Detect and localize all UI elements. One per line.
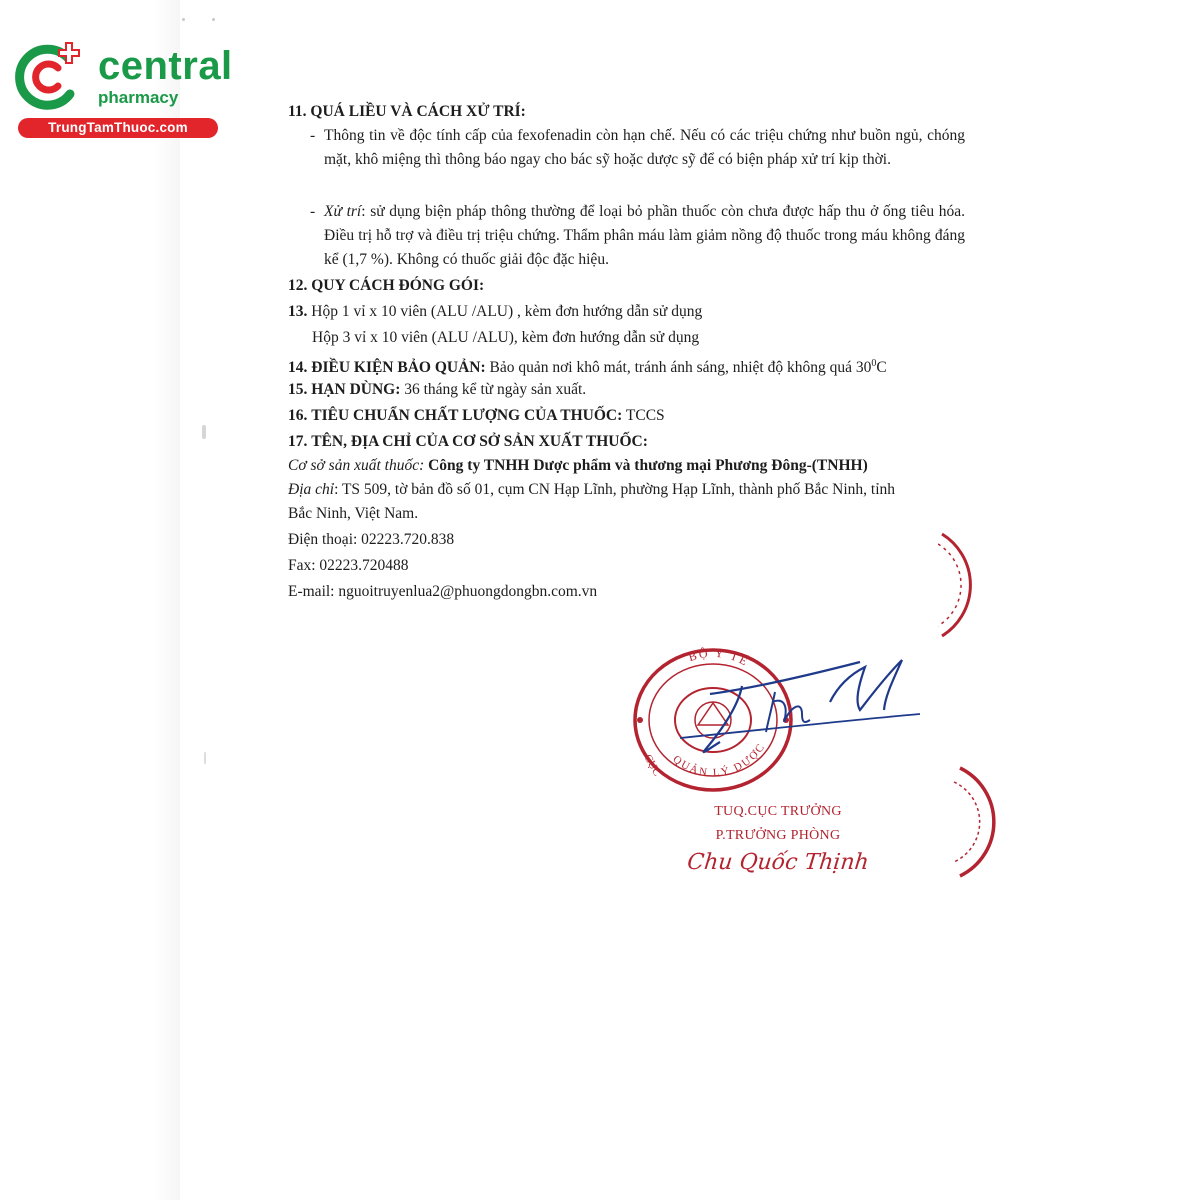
section-number: 14. — [288, 359, 308, 377]
address-line-1 — [288, 478, 895, 502]
section-title: ĐIỀU KIỆN BẢO QUẢN: — [311, 359, 486, 377]
partial-stamp-top-edge — [938, 530, 978, 640]
logo-subtitle: pharmacy — [98, 88, 179, 107]
treatment-text: : sử dụng biện pháp thông thường để loại bỏ phần thuốc còn chưa được hấp thu ở ống tiêu hóa. Điều trị hỗ trợ và điều trị triệu chứng. Thẩm phân máu làm giảm nồng độ thuốc trong máu không đáng kể (1,7 %). Không có thuốc giải độc đặc hiệu. — [324, 203, 965, 268]
scan-speck — [182, 18, 185, 21]
section-13-line-2 — [312, 326, 699, 350]
stamp-top-text: BỘ Y TẾ — [686, 645, 752, 670]
section-number: 13. — [288, 303, 308, 320]
section-14 — [288, 352, 887, 380]
facility-line — [288, 454, 868, 478]
signatory-title-1: TUQ.CỤC TRƯỞNG — [714, 804, 842, 819]
central-pharmacy-logo[interactable] — [10, 36, 233, 136]
scan-margin — [0, 0, 180, 1200]
section-number: 17. — [288, 433, 308, 450]
address-text: : TS 509, tờ bản đồ số 01, cụm CN Hạp Lĩnh, phường Hạp Lĩnh, thành phố Bắc Ninh, tỉnh — [334, 481, 895, 498]
section-11-heading — [288, 100, 526, 124]
stamp-left-text: CỤC — [641, 752, 664, 779]
facility-label: Cơ sở sản xuất thuốc: — [288, 457, 425, 474]
handwritten-signature — [680, 652, 930, 762]
section-16 — [288, 404, 665, 428]
treatment-bullet — [310, 200, 965, 272]
signatory-name: Chu Quốc Thịnh — [686, 850, 871, 875]
scan-speck — [204, 752, 206, 764]
bullet-dash: - — [310, 127, 316, 144]
phone-line: Điện thoại: 02223.720.838 — [288, 531, 455, 548]
email-line: E-mail: nguoitruyenlua2@phuongdongbn.com.vn — [288, 583, 598, 600]
packaging-line-1: Hộp 1 vỉ x 10 viên (ALU /ALU) , kèm đơn hướng dẫn sử dụng — [311, 303, 703, 320]
section-title: QUÁ LIỀU VÀ CÁCH XỬ TRÍ: — [310, 103, 526, 120]
overdose-info-bullet — [310, 124, 965, 172]
section-title: TIÊU CHUẨN CHẤT LƯỢNG CỦA THUỐC: — [311, 407, 623, 424]
standard-text: TCCS — [622, 407, 665, 424]
section-17-heading — [288, 430, 648, 454]
address-label: Địa chỉ — [288, 481, 335, 498]
logo-name: central — [98, 44, 233, 88]
signatory-title-2: P.TRƯỞNG PHÒNG — [715, 828, 841, 843]
logo-website[interactable]: TrungTamThuoc.com — [18, 118, 218, 138]
treatment-label: Xử trí — [324, 203, 362, 220]
storage-text: Bảo quản nơi khô mát, tránh ánh sáng, nhiệt độ không quá 30 — [485, 359, 872, 377]
packaging-line-2: Hộp 3 vỉ x 10 viên (ALU /ALU), kèm đơn hướng dẫn sử dụng — [312, 329, 700, 346]
scan-speck — [202, 425, 206, 439]
logo-mark-icon — [10, 36, 90, 116]
shelf-life-text: 36 tháng kể từ ngày sản xuất. — [400, 381, 587, 398]
section-number: 16. — [288, 407, 308, 424]
degree-unit: C — [876, 359, 887, 377]
stamp-bottom-text: QUẢN LÝ DƯỢC — [670, 740, 768, 780]
section-title: TÊN, ĐỊA CHỈ CỦA CƠ SỞ SẢN XUẤT THUỐC: — [311, 433, 648, 450]
bullet-text: Thông tin về độc tính cấp của fexofenadin còn hạn chế. Nếu có các triệu chứng như buồn ngủ, chóng mặt, khô miệng thì thông báo ngay cho bác sỹ hoặc dược sỹ để có biện pháp xử trí kịp thời. — [324, 127, 965, 168]
bullet-text-wrap — [324, 200, 965, 272]
facility-name: Công ty TNHH Dược phẩm và thương mại Phương Đông-(TNHH) — [424, 457, 868, 474]
address-line-2: Bắc Ninh, Việt Nam. — [288, 505, 419, 522]
section-13-line-1 — [288, 300, 702, 324]
section-number: 11. — [288, 103, 307, 120]
fax-line: Fax: 02223.720488 — [288, 557, 409, 574]
signatory-block — [678, 800, 878, 878]
section-title: QUY CÁCH ĐÓNG GÓI: — [311, 277, 485, 294]
scan-speck — [212, 18, 215, 21]
degree-sup: 0 — [871, 358, 877, 369]
section-number: 15. — [288, 381, 308, 398]
partial-stamp-bottom-edge — [952, 762, 1000, 882]
bullet-dash: - — [310, 203, 316, 220]
section-title: HẠN DÙNG: — [311, 381, 401, 398]
section-number: 12. — [288, 277, 308, 294]
section-12-heading — [288, 274, 484, 298]
section-15 — [288, 378, 586, 402]
